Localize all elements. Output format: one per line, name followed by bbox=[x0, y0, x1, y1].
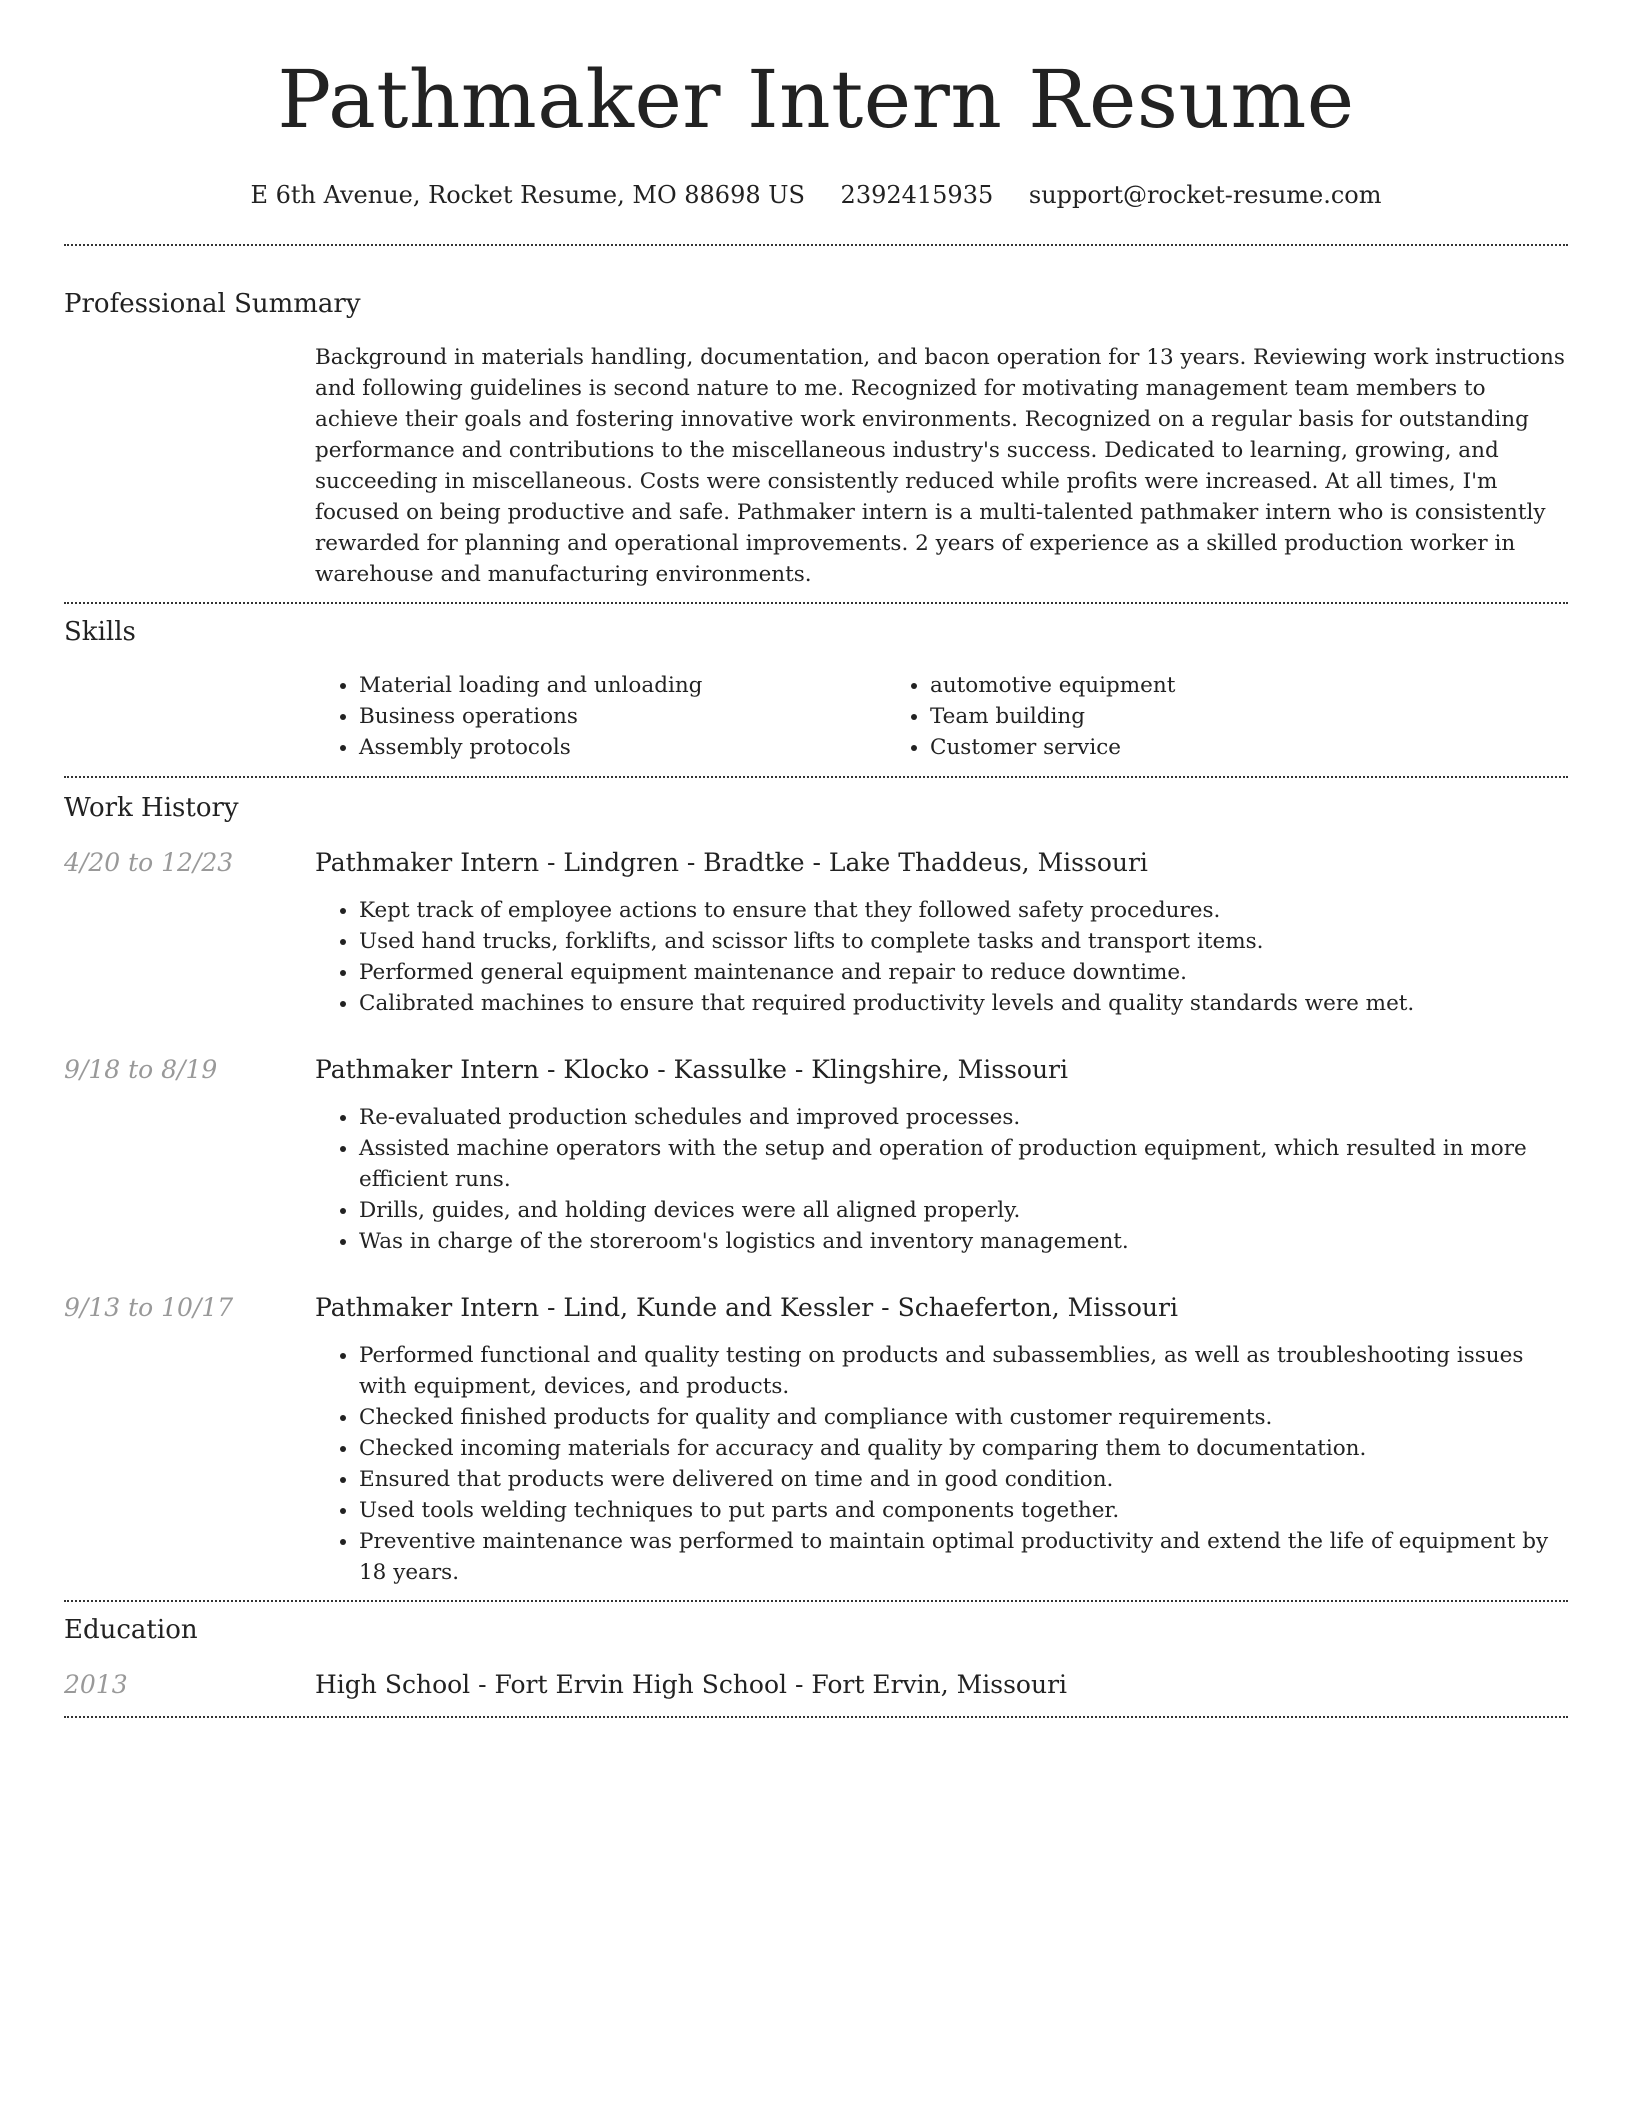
skill-item: • automotive equipment bbox=[930, 670, 1457, 701]
job-bullet: • Re-evaluated production schedules and improved processes. bbox=[359, 1102, 1568, 1133]
job-bullet: • Checked incoming materials for accuracy and quality by comparing them to documentation. bbox=[359, 1433, 1568, 1464]
job-bullet: • Performed general equipment maintenance and repair to reduce downtime. bbox=[359, 957, 1568, 988]
summary-divider bbox=[64, 602, 1568, 604]
job-bullet: • Performed functional and quality testing on products and subassemblies, as well as troubleshooting issues with equipment, devices, and products. bbox=[359, 1340, 1568, 1402]
education-section bbox=[64, 1614, 1568, 1702]
contact-line bbox=[64, 180, 1568, 210]
job-bullet: • Used tools welding techniques to put parts and components together. bbox=[359, 1495, 1568, 1526]
contact-address: E 6th Avenue, Rocket Resume, MO 88698 US bbox=[250, 181, 805, 209]
education-dates: 2013 bbox=[64, 1670, 128, 1699]
contact-phone: 2392415935 bbox=[840, 181, 994, 209]
skill-item: • Team building bbox=[930, 701, 1457, 732]
skills-grid bbox=[315, 670, 1568, 763]
summary-section bbox=[64, 288, 1568, 590]
work-divider bbox=[64, 1600, 1568, 1602]
summary-title: Professional Summary bbox=[64, 289, 361, 319]
skill-item: • Customer service bbox=[930, 732, 1457, 763]
job-bullets bbox=[315, 1340, 1568, 1588]
job-bullet: • Calibrated machines to ensure that required productivity levels and quality standards were met. bbox=[359, 988, 1568, 1019]
skills-section bbox=[64, 616, 1568, 763]
job-body bbox=[315, 1291, 1568, 1588]
education-entry bbox=[64, 1668, 1568, 1702]
skills-title: Skills bbox=[64, 617, 136, 647]
job-body bbox=[315, 846, 1568, 1019]
job-bullets bbox=[315, 1102, 1568, 1257]
work-section bbox=[64, 792, 1568, 1588]
skills-list-left bbox=[315, 670, 886, 763]
summary-text: Background in materials handling, documentation, and bacon operation for 13 years. Reviewing work instructions and following guidelines is second nature to me. Recognized for motivating management team members to achieve their goals and fostering innovative work environments. Recognized on a regular basis for outstanding performance and contributions to the miscellaneous industry's success. Dedicated to learning, growing, and succeeding in miscellaneous. Costs were consistently reduced while profits were increased. At all times, I'm focused on being productive and safe. Pathmaker intern is a multi-talented pathmaker intern who is consistently rewarded for planning and operational improvements. 2 years of experience as a skilled production worker in warehouse and manufacturing environments. bbox=[315, 345, 1565, 587]
job-bullet: • Used hand trucks, forklifts, and scissor lifts to complete tasks and transport items. bbox=[359, 926, 1568, 957]
job-heading: Pathmaker Intern - Klocko - Kassulke - Klingshire, Missouri bbox=[315, 1055, 1068, 1084]
job-entry bbox=[64, 1291, 1568, 1588]
job-entry bbox=[64, 1053, 1568, 1257]
education-divider bbox=[64, 1716, 1568, 1718]
job-dates: 9/13 to 10/17 bbox=[64, 1293, 234, 1322]
job-bullet: • Drills, guides, and holding devices were all aligned properly. bbox=[359, 1195, 1568, 1226]
job-bullet: • Ensured that products were delivered on time and in good condition. bbox=[359, 1464, 1568, 1495]
work-title: Work History bbox=[64, 793, 239, 823]
job-body bbox=[315, 1053, 1568, 1257]
skills-divider bbox=[64, 776, 1568, 778]
education-title: Education bbox=[64, 1615, 198, 1645]
contact-email: support@rocket-resume.com bbox=[1028, 181, 1382, 209]
job-bullets bbox=[315, 895, 1568, 1019]
job-bullet: • Preventive maintenance was performed to maintain optimal productivity and extend the life of equipment by 18 years. bbox=[359, 1526, 1568, 1588]
job-bullet: • Checked finished products for quality and compliance with customer requirements. bbox=[359, 1402, 1568, 1433]
job-dates: 9/18 to 8/19 bbox=[64, 1055, 218, 1084]
resume-name: Pathmaker Intern Resume bbox=[277, 53, 1355, 146]
job-entry bbox=[64, 846, 1568, 1019]
header-divider bbox=[64, 244, 1568, 246]
job-heading: Pathmaker Intern - Lind, Kunde and Kessler - Schaeferton, Missouri bbox=[315, 1293, 1178, 1322]
job-dates: 4/20 to 12/23 bbox=[64, 848, 234, 877]
job-bullet: • Assisted machine operators with the setup and operation of production equipment, which resulted in more efficient runs. bbox=[359, 1133, 1568, 1195]
education-heading: High School - Fort Ervin High School - Fort Ervin, Missouri bbox=[315, 1670, 1068, 1699]
job-bullet: • Kept track of employee actions to ensure that they followed safety procedures. bbox=[359, 895, 1568, 926]
job-heading: Pathmaker Intern - Lindgren - Bradtke - Lake Thaddeus, Missouri bbox=[315, 848, 1148, 877]
skill-item: • Assembly protocols bbox=[359, 732, 886, 763]
skills-list-right bbox=[886, 670, 1457, 763]
job-bullet: • Was in charge of the storeroom's logistics and inventory management. bbox=[359, 1226, 1568, 1257]
skill-item: • Business operations bbox=[359, 701, 886, 732]
skill-item: • Material loading and unloading bbox=[359, 670, 886, 701]
